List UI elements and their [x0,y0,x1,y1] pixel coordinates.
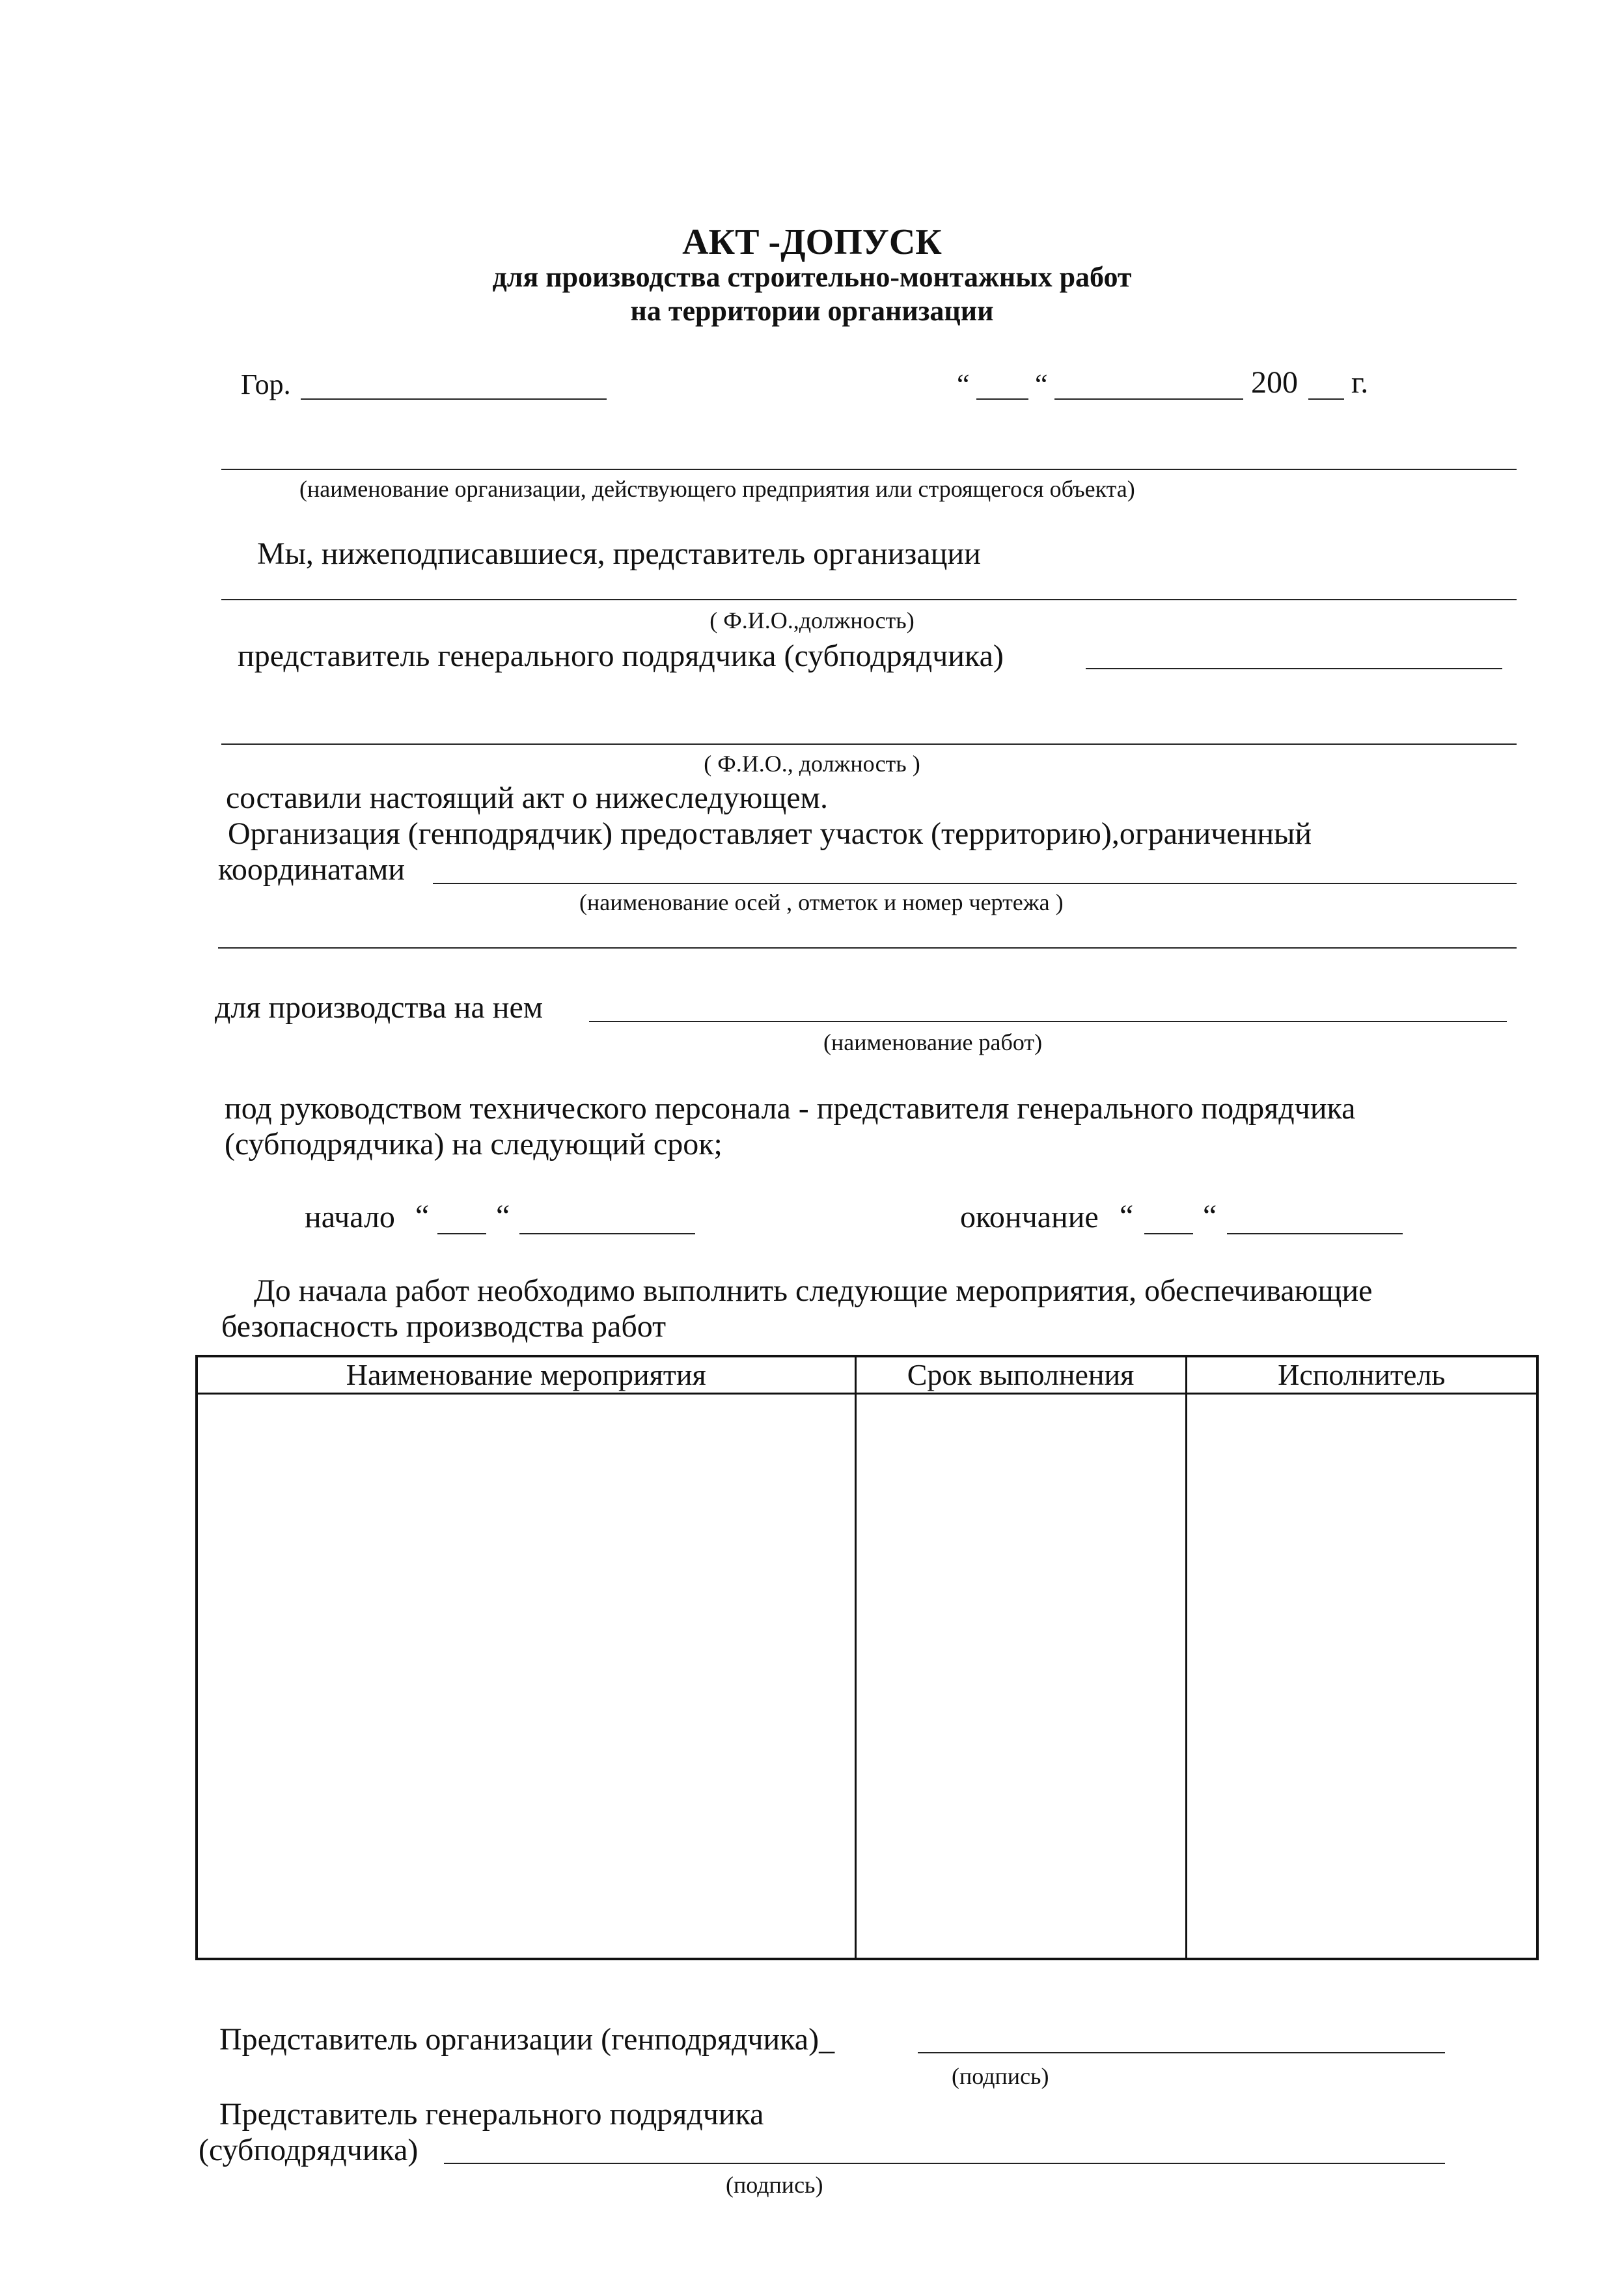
date-quote-open: “ [957,368,970,400]
executor-cell[interactable] [1186,1394,1537,1960]
supervision-text-1: под руководством технического персонала - представителя генерального подрядчика [225,1091,1356,1126]
date-year-field[interactable] [1308,398,1344,400]
composed-act-text: составили настоящий акт о нижеследующем. [226,781,829,815]
organization-caption: (наименование организации, действующего предприятия или строящегося объекта) [299,476,1135,502]
gen-contractor-field[interactable] [1086,668,1502,669]
measures-text-1: До начала работ необходимо выполнить следующие мероприятия, обеспечивающие [254,1273,1373,1308]
end-month-field[interactable] [1227,1233,1403,1234]
org-rep-signature-field[interactable] [918,2052,1445,2053]
measures-table [195,1355,1539,1960]
works-label: для производства на нем [215,990,544,1025]
fio-caption-2: ( Ф.И.О., должность ) [704,751,920,777]
end-label: окончание [960,1200,1099,1234]
we-undersigned-text: Мы, нижеподписавшиеся, представитель организации [257,536,981,571]
date-day-field[interactable] [976,398,1028,400]
column-header-deadline: Срок выполнения [855,1356,1186,1394]
org-rep-name-field[interactable] [221,599,1517,600]
gen-contractor-name-field[interactable] [221,743,1517,745]
coordinates-field[interactable] [433,883,1517,884]
fio-caption-1: ( Ф.И.О.,должность) [709,607,915,633]
org-provides-text: Организация (генподрядчик) предоставляет участок (территорию),ограниченный [228,816,1312,851]
city-label: Гор. [241,368,291,400]
supervision-text-2: (субподрядчика) на следующий срок; [225,1127,723,1161]
coordinates-label: координатами [218,852,406,887]
document-subtitle-1: для производства строительно-монтажных работ [492,261,1132,293]
signature-caption-1: (подпись) [952,2063,1049,2089]
signature-caption-2: (подпись) [726,2172,823,2198]
organization-field[interactable] [221,469,1517,470]
measure-cell[interactable] [197,1394,855,1960]
start-day-field[interactable] [437,1233,486,1234]
gen-rep-signature-field[interactable] [444,2163,1445,2164]
coordinates-extra-field[interactable] [218,947,1517,949]
gen-rep-signature-label-2: (субподрядчика) [199,2133,419,2167]
city-field[interactable] [301,398,607,400]
document-title: АКТ -ДОПУСК [682,222,942,262]
end-day-field[interactable] [1144,1233,1193,1234]
table-row [197,1394,1537,1960]
document-subtitle-2: на территории организации [630,295,994,327]
date-year-prefix: 200 [1251,365,1298,400]
date-quote-close: “ [1035,368,1048,400]
start-quote-close: “ [496,1199,510,1233]
end-quote-close: “ [1203,1199,1217,1233]
gen-contractor-text: представитель генерального подрядчика (субподрядчика) [238,639,1004,673]
column-header-executor: Исполнитель [1186,1356,1537,1394]
start-quote-open: “ [415,1199,430,1233]
date-month-field[interactable] [1054,398,1243,400]
date-year-suffix: г. [1351,365,1369,400]
works-field[interactable] [589,1021,1507,1022]
works-caption: (наименование работ) [823,1029,1043,1055]
column-header-measure: Наименование мероприятия [197,1356,855,1394]
org-rep-signature-label: Представитель организации (генподрядчика)_ [219,2022,835,2057]
end-quote-open: “ [1120,1199,1134,1233]
start-month-field[interactable] [519,1233,695,1234]
deadline-cell[interactable] [855,1394,1186,1960]
coordinates-caption: (наименование осей , отметок и номер чертежа ) [579,889,1064,915]
start-label: начало [305,1200,395,1234]
gen-rep-signature-label-1: Представитель генерального подрядчика [219,2097,764,2131]
measures-text-2: безопасность производства работ [221,1309,667,1344]
table-header-row [197,1356,1537,1394]
